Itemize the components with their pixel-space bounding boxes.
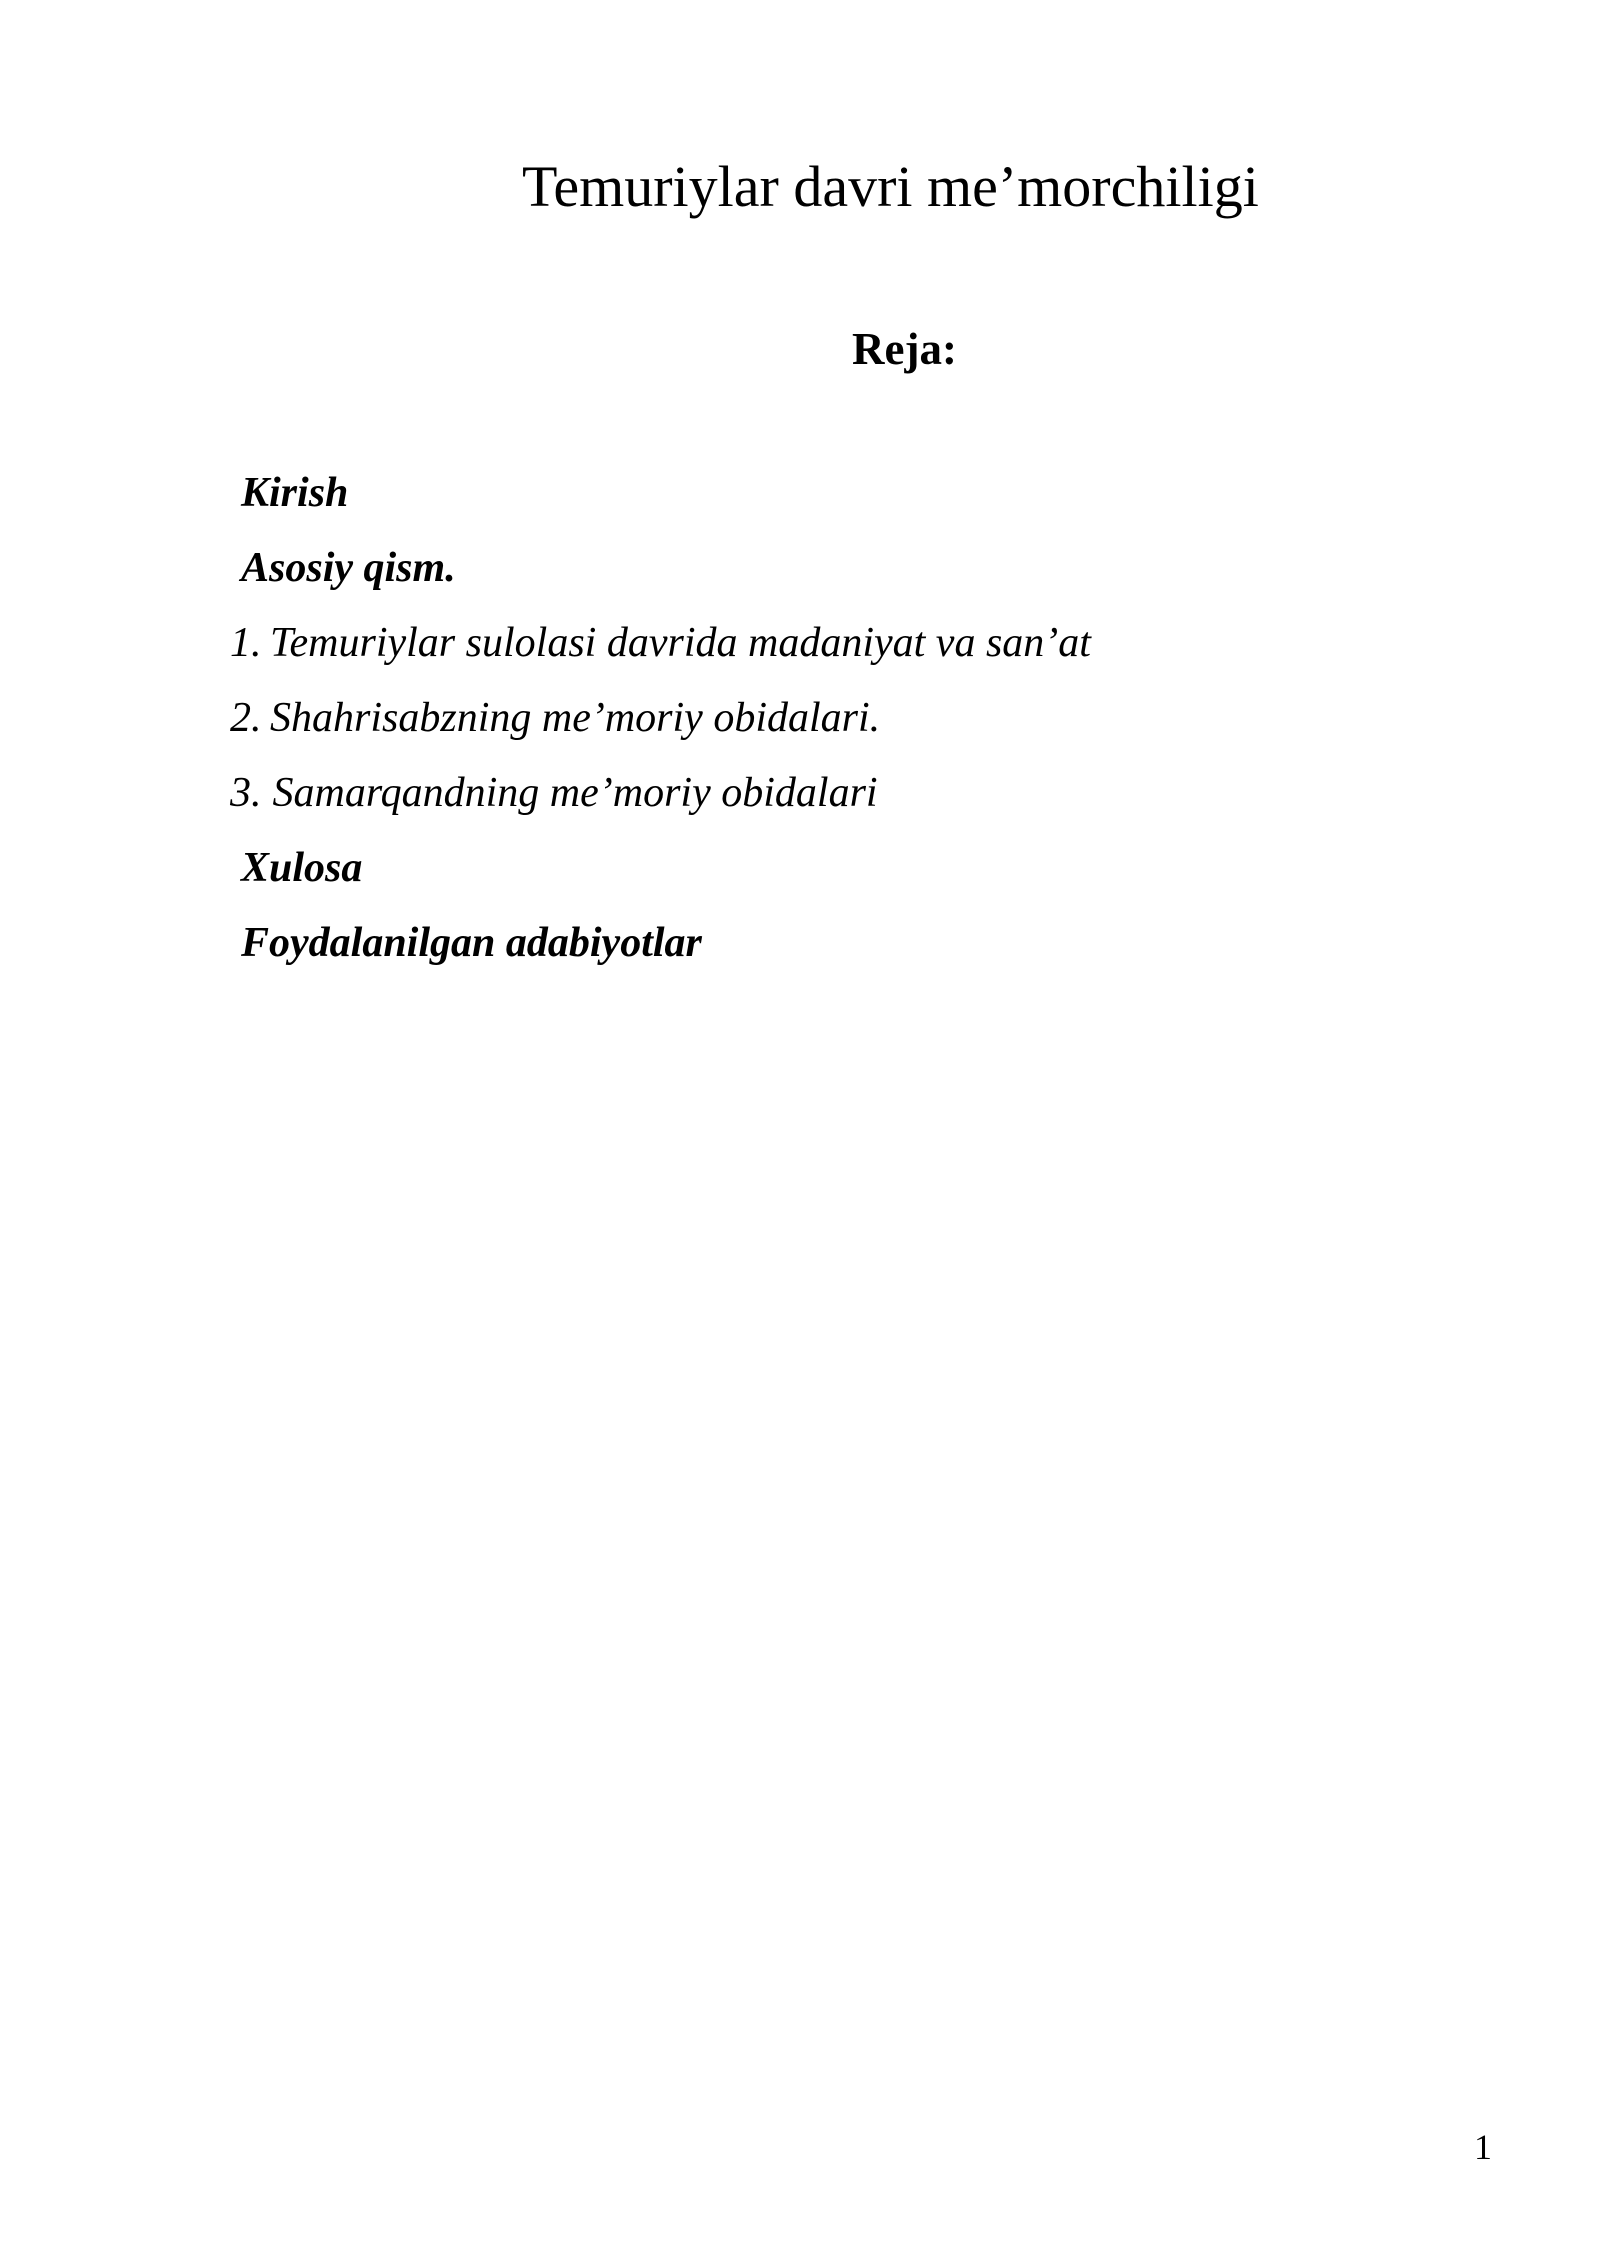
outline-item-2 [230, 688, 1091, 763]
outline-item-3 [230, 763, 1091, 838]
document-title: Temuriylar davri me’morchiligi [522, 154, 1259, 219]
outline-references: Foydalanilgan adabiyotlar [241, 920, 702, 966]
outline-main-part: Asosiy qism. [241, 545, 456, 591]
outline-item-1 [230, 613, 1091, 688]
outline-item-number: 3. [230, 770, 262, 816]
plan-heading: Reja: [852, 324, 957, 374]
outline-intro: Kirish [241, 470, 349, 516]
outline-item-number: 1. [230, 620, 262, 666]
plan-outline [230, 463, 1091, 988]
outline-item-text: Temuriylar sulolasi davrida madaniyat va san’at [270, 620, 1091, 666]
outline-item-text: Shahrisabzning me’moriy obidalari. [270, 695, 881, 741]
outline-item-number: 2. [230, 695, 262, 741]
outline-conclusion: Xulosa [241, 845, 363, 891]
outline-item-text: Samarqandning me’moriy obidalari [272, 770, 878, 816]
page-number: 1 [1474, 2127, 1492, 2167]
